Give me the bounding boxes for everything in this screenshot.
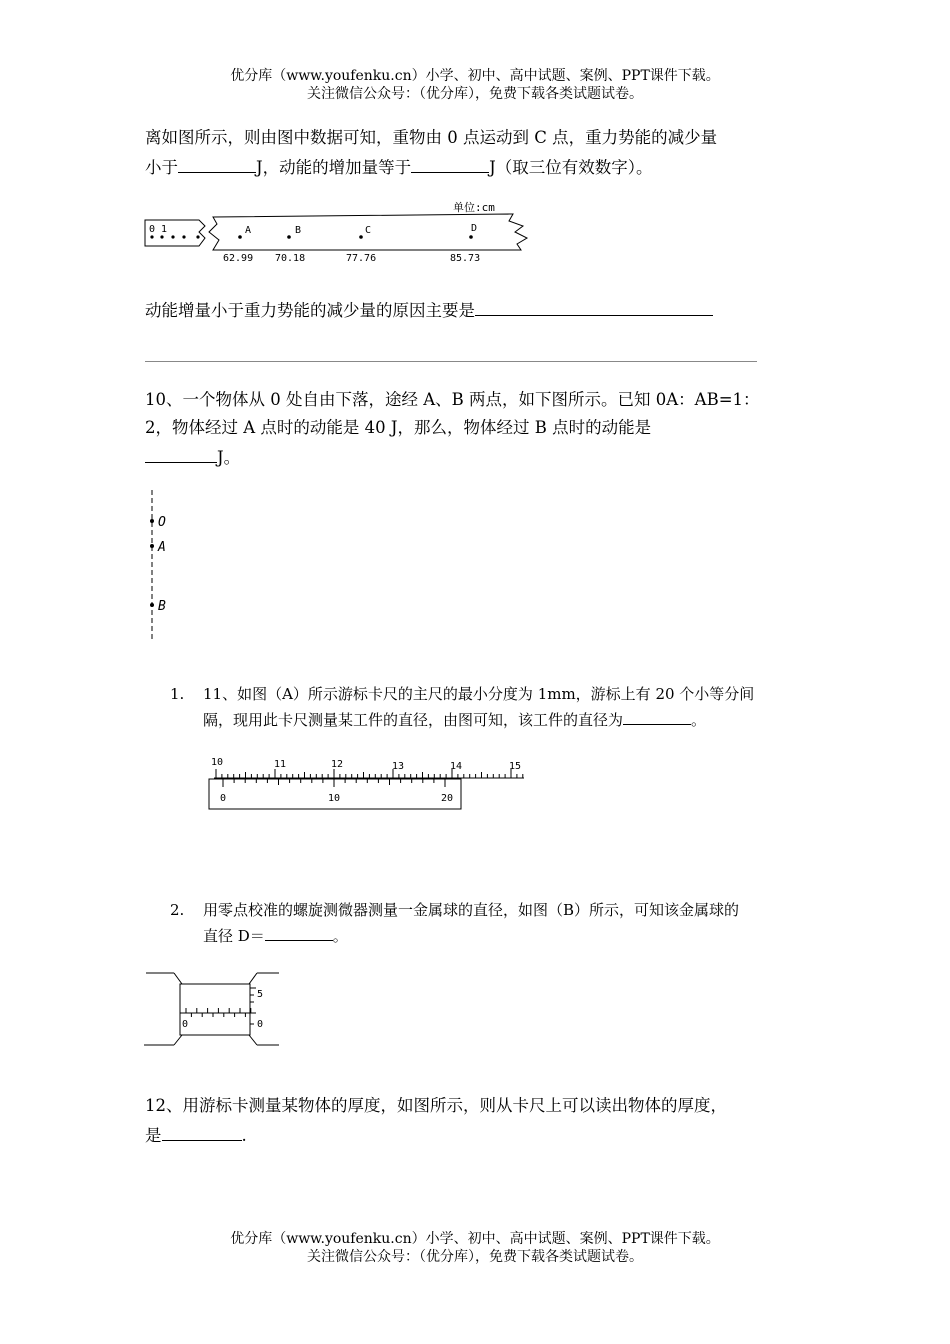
fall-label-a: A: [158, 540, 166, 555]
tape-value-d: 85.73: [450, 253, 481, 264]
answer-blank[interactable]: [623, 707, 691, 725]
tape-value-c: 77.76: [346, 253, 377, 264]
tape-dot: [160, 235, 163, 238]
thimble-label-5: 5: [257, 989, 264, 1000]
footer-line-2: 关注微信公众号：（优分库），免费下载各类试题试卷。: [307, 1249, 643, 1265]
tape-label-b: B: [295, 225, 302, 236]
q9-line-2: 小于 J，动能的增加量等于 J（取三位有效数字）。: [145, 152, 810, 182]
tape-point-a: [238, 235, 242, 239]
thimble-label-0: 0: [257, 1019, 264, 1030]
q12-line-1: 12、用游标卡测量某物体的厚度，如图所示，则从卡尺上可以读出物体的厚度，: [145, 1096, 727, 1115]
tape-label-a: A: [245, 225, 252, 236]
q9-text: [145, 124, 810, 182]
main-label-14: 14: [450, 761, 463, 772]
tape-dot: [171, 235, 174, 238]
micrometer-edge: [249, 973, 257, 984]
q10-line-2: 2，物体经过 A 点时的动能是 40 J，那么，物体经过 B 点时的动能是: [145, 418, 652, 437]
tape-label-c: C: [365, 225, 372, 236]
main-label-12: 12: [331, 759, 344, 770]
sleeve-label-0: 0: [182, 1019, 189, 1030]
page-footer: [0, 1230, 950, 1266]
vernier-scale-ticks: [223, 779, 445, 787]
main-label-15: 15: [509, 761, 522, 772]
q10-line-1: 10、一个物体从 0 处自由下落，途经 A、B 两点，如下图所示。已知 0A：AB=1：: [145, 390, 760, 409]
fall-point-o: [150, 519, 154, 523]
main-label-13: 13: [392, 761, 405, 772]
answer-blank[interactable]: [178, 152, 256, 173]
tape-point-c: [359, 235, 363, 239]
tape-value-b: 70.18: [275, 253, 306, 264]
tape-unit-label: 单位:cm: [453, 201, 495, 214]
tape-point-d: [469, 235, 473, 239]
tape-dot: [196, 235, 199, 238]
header-line-2: 关注微信公众号：（优分库），免费下载各类试题试卷。: [307, 86, 643, 102]
main-label-10: 10: [211, 757, 224, 768]
page-header: [0, 67, 950, 103]
vernier-label-10: 10: [328, 793, 341, 804]
q11-line-2: 隔，现用此卡尺测量某工件的直径，由图可知，该工件的直径为 。: [203, 707, 810, 733]
answer-line[interactable]: [145, 361, 757, 362]
answer-blank[interactable]: [145, 442, 217, 463]
list-number: 2.: [170, 901, 185, 919]
answer-blank[interactable]: [265, 923, 333, 941]
header-line-1: 优分库（www.youfenku.cn）小学、初中、高中试题、案例、PPT课件下载。: [230, 68, 720, 84]
vernier-label-20: 20: [441, 793, 454, 804]
tape-label-d: D: [471, 223, 478, 234]
q11b-line-2: 直径 D＝ 。: [203, 923, 810, 949]
tape-dot: [182, 235, 185, 238]
tape-point-b: [287, 235, 291, 239]
q9-reason: 动能增量小于重力势能的减少量的原因主要是: [145, 295, 810, 325]
free-fall-diagram: [140, 488, 200, 643]
q12-line-2: 是 .: [145, 1120, 810, 1150]
answer-blank[interactable]: [411, 152, 489, 173]
answer-blank[interactable]: [475, 295, 713, 316]
q11-line-1: 11、如图（A）所示游标卡尺的主尺的最小分度为 1mm，游标上有 20 个小等分间: [203, 685, 755, 703]
footer-line-1: 优分库（www.youfenku.cn）小学、初中、高中试题、案例、PPT课件下载。: [230, 1231, 720, 1247]
paper-tape-diagram: [143, 196, 543, 266]
q10-text: [145, 386, 810, 472]
micrometer-edge: [249, 1035, 257, 1045]
fall-point-a: [150, 544, 154, 548]
q11b-line-1: 用零点校准的螺旋测微器测量一金属球的直径，如图（B）所示，可知该金属球的: [203, 901, 740, 919]
q9-line-1: 离如图所示，则由图中数据可知，重物由 0 点运动到 C 点，重力势能的减少量: [145, 128, 718, 147]
answer-blank[interactable]: [162, 1120, 242, 1141]
vernier-label-0: 0: [220, 793, 227, 804]
fall-label-o: O: [158, 515, 166, 530]
q12-text: [145, 1092, 810, 1150]
tape-value-a: 62.99: [223, 253, 254, 264]
list-number: 1.: [170, 685, 185, 703]
vernier-caliper-diagram: [200, 752, 540, 816]
fall-label-b: B: [158, 599, 166, 614]
fall-point-b: [150, 603, 154, 607]
micrometer-edge: [174, 973, 182, 984]
micrometer-edge: [174, 1035, 182, 1045]
main-label-11: 11: [274, 759, 287, 770]
tape-dot: [150, 235, 153, 238]
micrometer-diagram: [142, 968, 292, 1052]
tape-start-label: 0 1: [149, 224, 168, 235]
q10-line-3: J。: [145, 442, 810, 472]
main-scale-ticks: [216, 769, 523, 778]
